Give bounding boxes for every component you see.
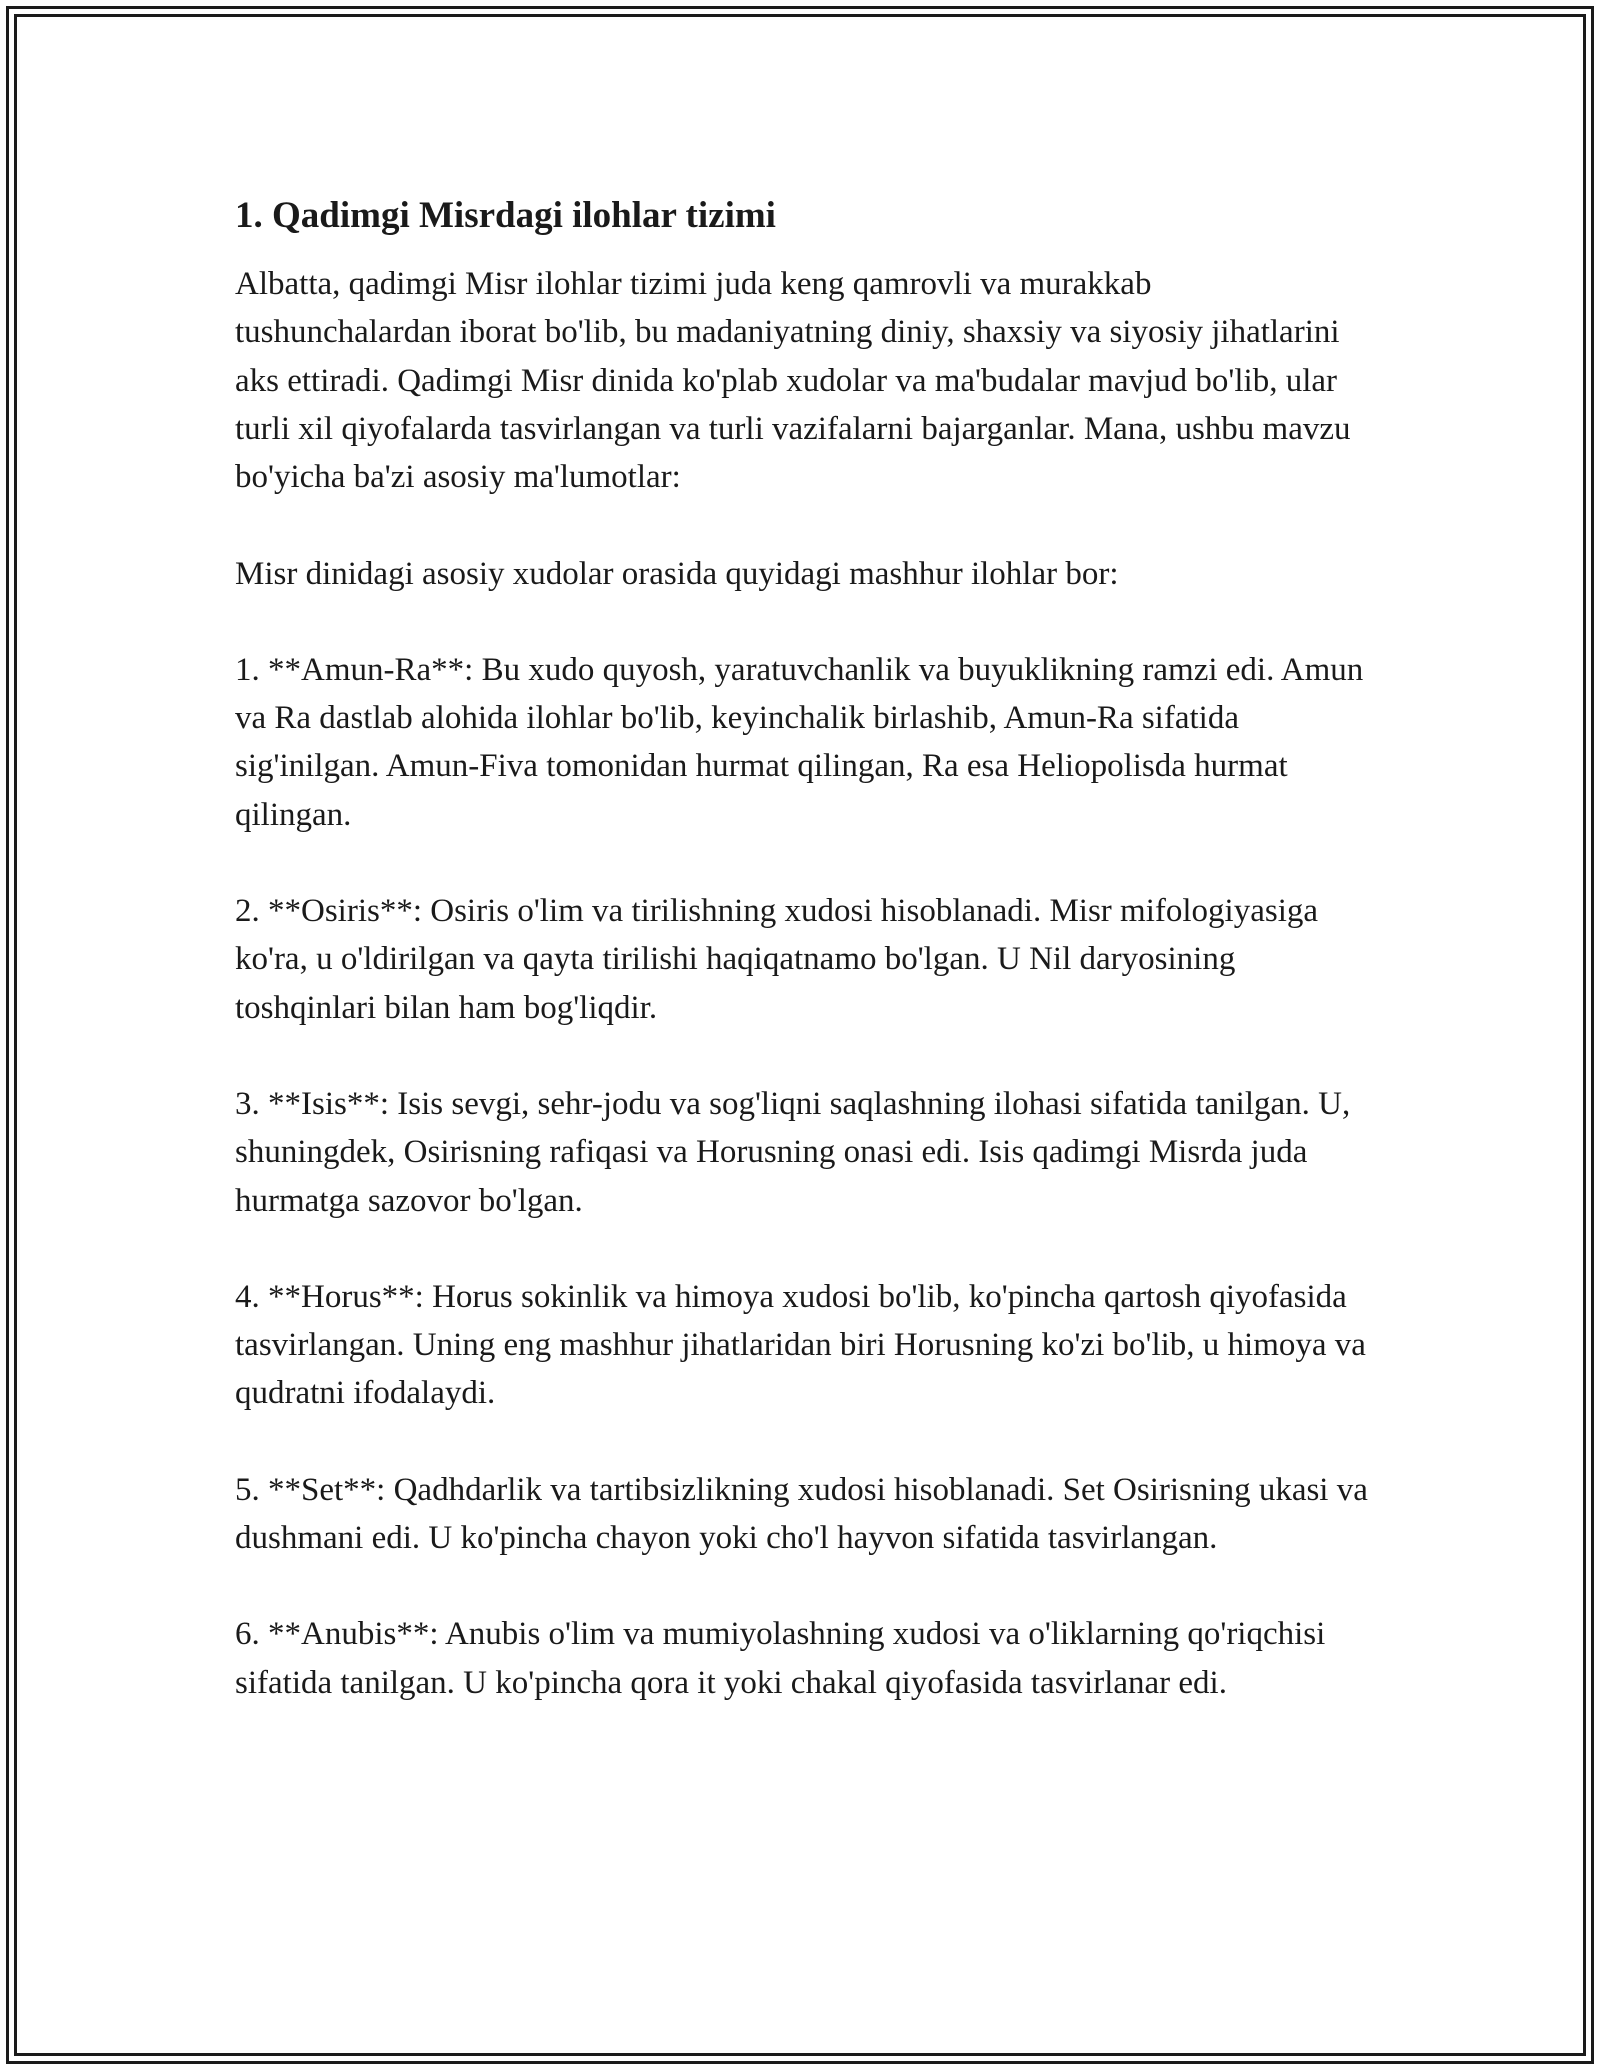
list-item-anubis: 6. **Anubis**: Anubis o'lim va mumiyolashning xudosi va o'liklarning qo'riqchisi sifatida tanilgan. U ko'pincha qora it yoki chakal qiyofasida tasvirlanar edi. xyxy=(235,1616,1326,1701)
list-item-horus: 4. **Horus**: Horus sokinlik va himoya xudosi bo'lib, ko'pincha qartosh qiyofasida tasvirlangan. Uning eng mashhur jihatlaridan biri Horusning ko'zi bo'lib, u himoya va qudratni ifodalaydi. xyxy=(235,1278,1366,1412)
list-item-set: 5. **Set**: Qadhdarlik va tartibsizlikning xudosi hisoblanadi. Set Osirisning ukasi va dushmani edi. U ko'pincha chayon yoki cho'l hayvon sifatida tasvirlangan. xyxy=(235,1471,1368,1557)
document-body xyxy=(235,180,1370,1755)
list-item-isis: 3. **Isis**: Isis sevgi, sehr-jodu va sog'liqni saqlashning ilohasi sifatida tanilgan. U, shuningdek, Osirisning rafiqasi va Horusning onasi edi. Isis qadimgi Misrda juda hurmatga sazovor bo'lgan. xyxy=(235,1085,1351,1219)
list-item-amun-ra: 1. **Amun-Ra**: Bu xudo quyosh, yaratuvchanlik va buyuklikning ramzi edi. Amun va Ra dastlab alohida ilohlar bo'lib, keyinchalik birlashib, Amun-Ra sifatida sig'inilgan. Amun-Fiva tomonidan hurmat qilingan, Ra esa Heliopolisda hurmat qilingan. xyxy=(235,651,1364,833)
lead-paragraph: Misr dinidagi asosiy xudolar orasida quyidagi mashhur ilohlar bor: xyxy=(235,555,1119,592)
list-item-osiris: 2. **Osiris**: Osiris o'lim va tirilishning xudosi hisoblanadi. Misr mifologiyasiga ko'ra, u o'ldirilgan va qayta tirilishi haqiqatnamo bo'lgan. U Nil daryosining toshqinlari bilan ham bog'liqdir. xyxy=(235,893,1319,1026)
intro-paragraph: Albatta, qadimgi Misr ilohlar tizimi juda keng qamrovli va murakkab tushunchalardan iborat bo'lib, bu madaniyatning diniy, shaxsiy va siyosiy jihatlarini aks ettiradi. Qadimgi Misr dinida ko'plab xudolar va ma'budalar mavjud bo'lib, ular turli xil qiyofalarda tasvirlangan va turli vazifalarni bajarganlar. Mana, ushbu mavzu bo'yicha ba'zi asosiy ma'lumotlar: xyxy=(235,266,1351,496)
section-heading: 1. Qadimgi Misrdagi ilohlar tizimi xyxy=(235,195,776,236)
